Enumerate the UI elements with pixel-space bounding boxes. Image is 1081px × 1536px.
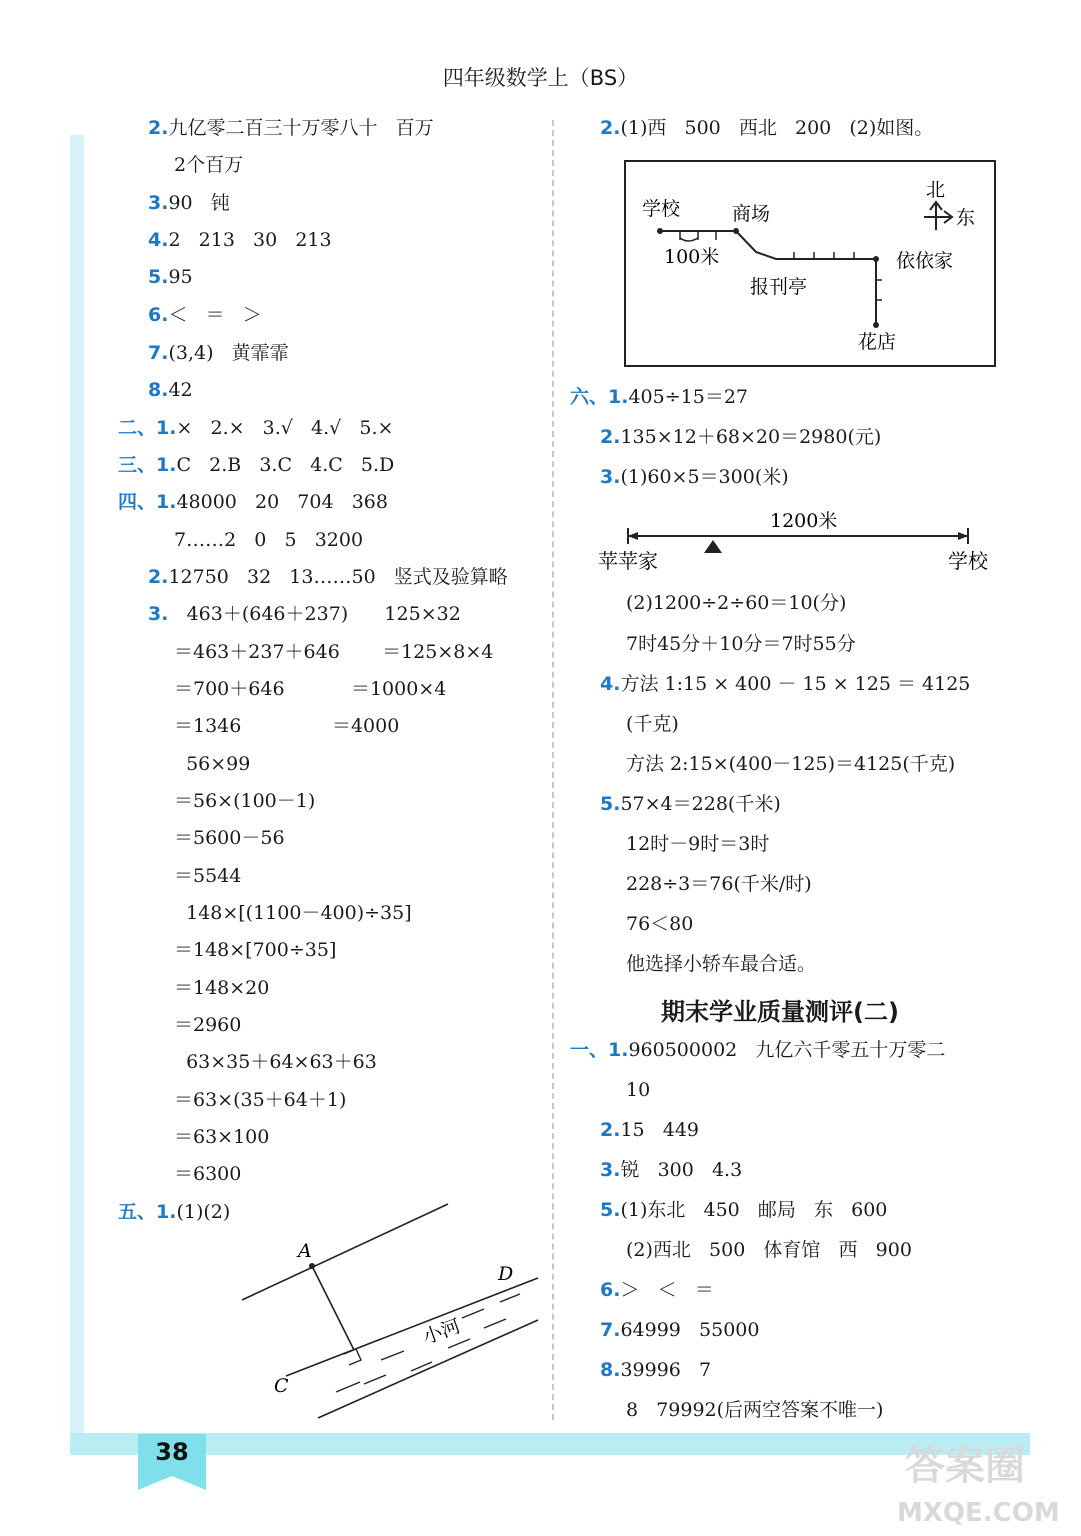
answer-text: ＝1346 ＝4000: [174, 715, 400, 737]
answer-text: 90 钝: [168, 192, 230, 214]
right-answer-line: [600, 1198, 887, 1222]
left-answer-line: [174, 752, 250, 776]
left-answer-line: [174, 938, 336, 962]
answer-text: ＜ ＝ ＞: [168, 304, 262, 326]
item-number: 3.: [148, 192, 169, 214]
answer-text: 56×99: [174, 753, 251, 775]
right-answer-line: [600, 1118, 699, 1142]
right-answer-line: [626, 1238, 912, 1262]
point-d-label: D: [498, 1263, 514, 1285]
left-answer-line: [148, 602, 461, 626]
answer-text: ＝56×(100－1): [174, 790, 316, 812]
left-answer-line: [118, 1200, 230, 1224]
answer-text: × 2.× 3.√ 4.√ 5.×: [176, 417, 394, 439]
answer-text: 他选择小轿车最合适。: [626, 953, 817, 975]
item-number: 7.: [600, 1319, 621, 1341]
item-number: 2.: [600, 1119, 621, 1141]
answer-text: 76＜80: [626, 913, 694, 935]
item-number: 6.: [148, 304, 169, 326]
answer-text: 2个百万: [174, 154, 244, 176]
page-number: 38: [155, 1438, 189, 1466]
right-answer-line: [626, 752, 955, 776]
answer-text: 405÷15＝27: [628, 386, 748, 408]
point-c-label: C: [274, 1375, 289, 1397]
right-answer-line: [600, 1318, 759, 1342]
river-label: 小河: [420, 1315, 464, 1349]
column-divider: [552, 120, 554, 1420]
right-answer-line: [626, 832, 769, 856]
right-answer-line: [626, 872, 812, 896]
line-start-label: 苹苹家: [598, 549, 658, 573]
map-label-east: 东: [956, 207, 976, 229]
answer-text: 7时45分＋10分＝7时55分: [626, 633, 856, 655]
item-number: 5.: [600, 793, 621, 815]
answer-text: (千克): [626, 713, 679, 735]
item-number: 6.: [600, 1279, 621, 1301]
answer-text: 48000 20 704 368: [176, 491, 388, 513]
answer-text: 148×[(1100－400)÷35]: [174, 902, 412, 924]
answer-text: 2 213 30 213: [168, 229, 332, 251]
item-number: 8.: [148, 379, 169, 401]
left-answer-line: [148, 228, 332, 252]
bottom-decor-band: [70, 1433, 1030, 1455]
answer-text: 12时－9时＝3时: [626, 833, 770, 855]
item-number: 2.: [600, 426, 621, 448]
right-answer-line: [570, 385, 748, 409]
item-number: 2.: [148, 117, 169, 139]
map-label-yiyi: 依依家: [896, 250, 954, 272]
map-label-north: 北: [926, 179, 946, 201]
answer-text: 7……2 0 5 3200: [174, 529, 364, 551]
left-answer-line: [174, 864, 241, 888]
answer-text: ＝6300: [174, 1163, 242, 1185]
answer-text: 228÷3＝76(千米/时): [626, 873, 812, 895]
left-answer-line: [174, 789, 315, 813]
answer-text: 42: [168, 379, 193, 401]
left-answer-line: [174, 677, 446, 701]
left-answer-line: [148, 341, 289, 365]
item-number: 五、1.: [118, 1201, 177, 1223]
answer-text: ＝463＋237＋646 ＝125×8×4: [174, 641, 494, 663]
right-answer-line: [600, 465, 789, 489]
answer-text: (3,4) 黄霏霏: [168, 342, 289, 364]
answer-text: (1)东北 450 邮局 东 600: [620, 1199, 888, 1221]
right-answer-line: [570, 1038, 945, 1062]
right-answer-line: [600, 116, 933, 140]
item-number: 六、1.: [570, 386, 629, 408]
left-answer-line: [174, 976, 269, 1000]
map-label-kiosk: 报刊亭: [750, 276, 808, 298]
answer-text: 15 449: [620, 1119, 700, 1141]
answer-text: (1)60×5＝300(米): [620, 466, 789, 488]
answer-text: 九亿零二百三十万零八十 百万: [168, 117, 434, 139]
left-decor-band: [70, 135, 84, 1435]
answer-text: ＝148×20: [174, 977, 270, 999]
item-number: 5.: [600, 1199, 621, 1221]
answer-text: 39996 7: [620, 1359, 712, 1381]
answer-text: 960500002 九亿六千零五十万零二: [628, 1039, 946, 1061]
item-number: 二、1.: [118, 417, 177, 439]
watermark-logo: [895, 1435, 1075, 1530]
answer-text: ＝5600－56: [174, 827, 285, 849]
answer-text: 方法 2:15×(400－125)＝4125(千克): [626, 753, 956, 775]
right-answer-line: [626, 912, 693, 936]
answer-text: ＝5544: [174, 865, 242, 887]
answer-text: ＝63×100: [174, 1126, 270, 1148]
answer-text: ＞ ＜ ＝: [620, 1279, 714, 1301]
section-title: 期末学业质量测评(二): [661, 998, 899, 1026]
answer-text: C 2.B 3.C 4.C 5.D: [176, 454, 395, 476]
right-answer-line: [600, 425, 881, 449]
item-number: 4.: [148, 229, 169, 251]
item-number: 2.: [148, 566, 169, 588]
left-answer-line: [174, 528, 363, 552]
right-answer-line: [600, 792, 781, 816]
line-distance-label: 1200米: [770, 510, 838, 532]
map-label-flower: 花店: [858, 331, 897, 353]
right-answer-line: [626, 1398, 883, 1422]
answer-text: ＝63×(35＋64＋1): [174, 1089, 347, 1111]
item-number: 2.: [600, 117, 621, 139]
midpoint-marker: [704, 540, 722, 553]
item-number: 一、1.: [570, 1039, 629, 1061]
left-answer-line: [174, 1050, 377, 1074]
left-answer-line: [118, 453, 394, 477]
point-a-label: A: [298, 1240, 312, 1262]
answer-text: (1)(2): [176, 1201, 231, 1223]
item-number: 3.: [148, 603, 169, 625]
left-answer-line: [118, 490, 388, 514]
item-number: 3.: [600, 1159, 621, 1181]
left-answer-line: [174, 640, 493, 664]
left-answer-line: [118, 416, 393, 440]
right-answer-line: [600, 1358, 711, 1382]
left-answer-line: [174, 153, 243, 177]
answer-text: ＝148×[700÷35]: [174, 939, 337, 961]
left-answer-line: [148, 378, 193, 402]
answer-text: (2)西北 500 体育馆 西 900: [626, 1239, 912, 1261]
answer-text: (1)西 500 西北 200 (2)如图。: [620, 117, 934, 139]
answer-text: 12750 32 13……50 竖式及验算略: [168, 566, 508, 588]
right-answer-line: [626, 1078, 650, 1102]
right-answer-line: [626, 712, 679, 736]
left-answer-line: [148, 565, 508, 589]
item-number: 4.: [600, 673, 621, 695]
left-answer-line: [174, 714, 399, 738]
answer-text: 63×35＋64×63＋63: [174, 1051, 377, 1073]
item-number: 四、1.: [118, 491, 177, 513]
right-answer-line: [600, 1278, 714, 1302]
answer-text: 8 79992(后两空答案不唯一): [626, 1399, 884, 1421]
answer-text: ＝700＋646 ＝1000×4: [174, 678, 447, 700]
map-label-school: 学校: [642, 198, 681, 220]
distance-line-figure: [596, 506, 998, 578]
answer-text: (2)1200÷2÷60＝10(分): [626, 592, 847, 614]
map-label-scale: 100米: [664, 246, 720, 268]
right-answer-line: [600, 672, 970, 696]
item-number: 3.: [600, 466, 621, 488]
answer-text: 135×12＋68×20＝2980(元): [620, 426, 882, 448]
left-answer-line: [174, 1088, 346, 1112]
answer-text: ＝2960: [174, 1014, 242, 1036]
answer-text: 方法 1:15 × 400 － 15 × 125 ＝ 4125: [620, 673, 971, 695]
left-answer-line: [148, 265, 193, 289]
answer-text: 95: [168, 266, 193, 288]
river-figure: [236, 1196, 548, 1426]
left-answer-line: [174, 826, 285, 850]
line-end-label: 学校: [948, 549, 988, 573]
answer-text: 10: [626, 1079, 651, 1101]
right-answer-line: [626, 632, 856, 656]
left-answer-line: [174, 1013, 241, 1037]
item-number: 7.: [148, 342, 169, 364]
left-answer-line: [174, 901, 412, 925]
left-answer-line: [148, 116, 434, 140]
item-number: 5.: [148, 266, 169, 288]
right-answer-line: [626, 591, 846, 615]
left-answer-line: [148, 303, 262, 327]
route-map-figure: [624, 160, 996, 367]
map-label-mall: 商场: [732, 203, 771, 225]
left-answer-line: [174, 1125, 269, 1149]
right-answer-line: [626, 952, 816, 976]
answer-text: 57×4＝228(千米): [620, 793, 781, 815]
page-header: 四年级数学上（BS）: [442, 66, 639, 90]
right-answer-line: [600, 1158, 742, 1182]
item-number: 三、1.: [118, 454, 177, 476]
watermark-bottom: MXQE.COM: [897, 1498, 1060, 1528]
answer-text: 锐 300 4.3: [620, 1159, 743, 1181]
watermark-top: 答案圈: [905, 1443, 1025, 1489]
left-answer-line: [174, 1162, 241, 1186]
answer-text: 463＋(646＋237) 125×32: [168, 603, 461, 625]
answer-text: 64999 55000: [620, 1319, 760, 1341]
item-number: 8.: [600, 1359, 621, 1381]
left-answer-line: [148, 191, 230, 215]
